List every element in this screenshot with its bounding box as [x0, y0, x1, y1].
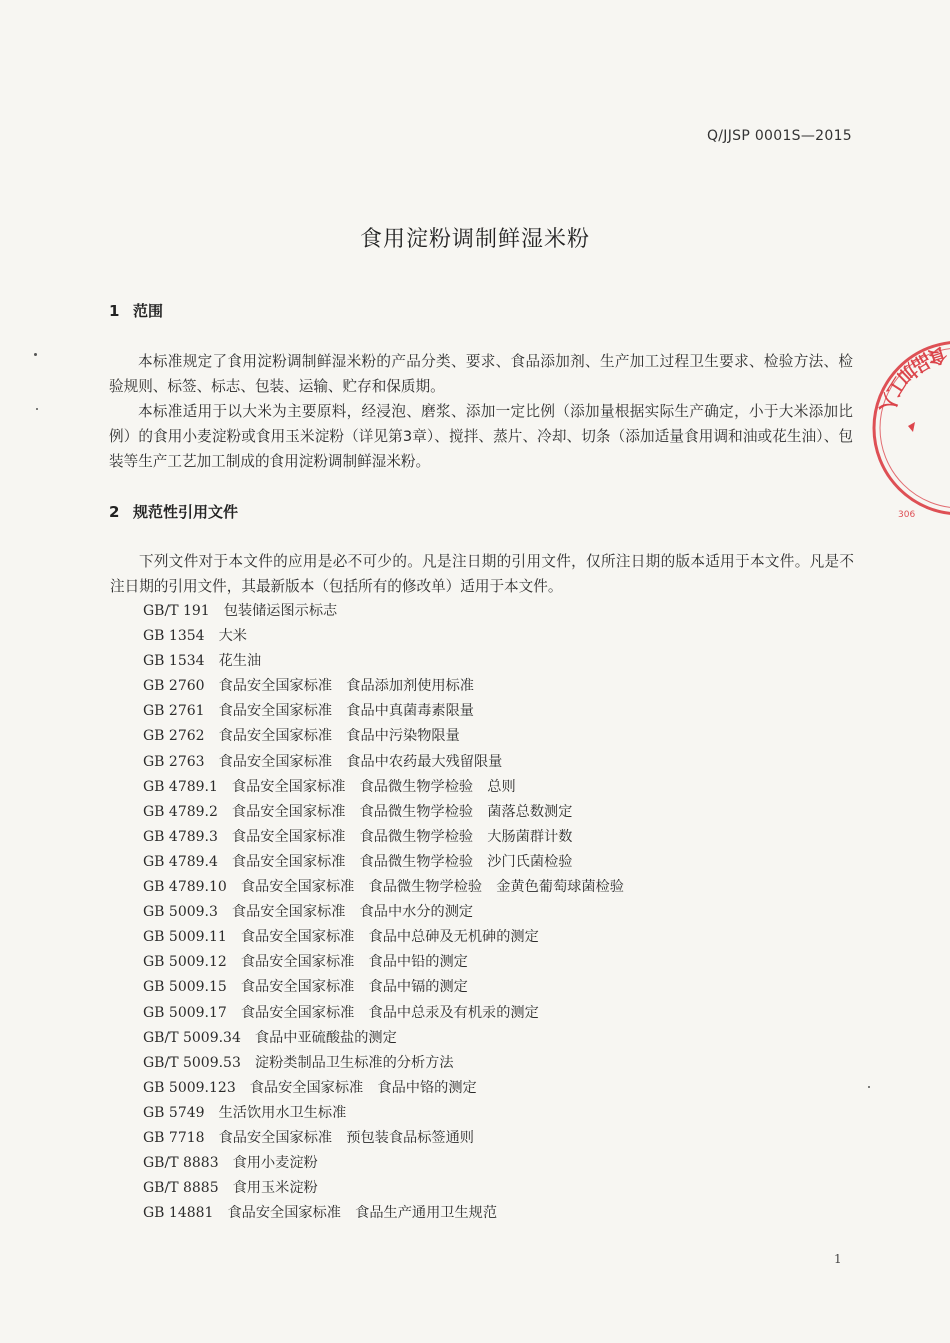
reference-item — [143, 850, 624, 875]
stamp-text: 食品加工人 — [874, 342, 950, 416]
reference-title: 食用玉米淀粉 — [232, 1180, 318, 1197]
reference-item — [143, 1051, 624, 1076]
reference-code: GB/T 5009.34 — [143, 1029, 241, 1046]
reference-code: GB 7718 — [143, 1129, 205, 1146]
reference-item — [143, 925, 624, 950]
scope-paragraph-2: 本标准适用于以大米为主要原料，经浸泡、磨浆、添加一定比例（添加量根据实际生产确定，小于大米添加比例）的食用小麦淀粉或食用玉米淀粉（详见第3章）、搅拌、蒸片、冷却、切条（添加适量食用调和油或花生油）、包装等生产工艺加工制成的食用淀粉调制鲜湿米粉。 — [109, 403, 853, 470]
reference-item — [143, 825, 624, 850]
scan-speck — [36, 408, 38, 410]
reference-item — [143, 724, 624, 749]
reference-item — [143, 599, 624, 624]
reference-code: GB 1354 — [143, 628, 205, 645]
reference-item — [143, 1201, 624, 1226]
reference-code: GB 5749 — [143, 1104, 205, 1121]
reference-code: GB 4789.1 — [143, 778, 218, 795]
reference-code: GB 4789.10 — [143, 879, 227, 896]
standard-code: Q/JJSP 0001S—2015 — [706, 128, 852, 144]
reference-title: 食品安全国家标准 食品中水分的测定 — [231, 904, 474, 921]
reference-item — [143, 624, 624, 649]
reference-item — [143, 1001, 624, 1026]
reference-title: 食品安全国家标准 食品微生物学检验 总则 — [231, 778, 516, 795]
reference-item — [143, 674, 624, 699]
reference-item — [143, 1101, 624, 1126]
reference-code: GB/T 5009.53 — [143, 1054, 241, 1071]
section-number: 1 — [109, 302, 120, 320]
reference-item — [143, 699, 624, 724]
document-title: 食用淀粉调制鲜湿米粉 — [359, 227, 590, 252]
reference-item — [143, 1126, 624, 1151]
reference-title: 食品安全国家标准 食品添加剂使用标准 — [218, 678, 474, 695]
section-heading-normative-references — [109, 501, 238, 522]
reference-title: 食品安全国家标准 食品中镉的测定 — [240, 979, 468, 996]
reference-title: 食用小麦淀粉 — [232, 1155, 318, 1172]
reference-code: GB 4789.3 — [143, 828, 218, 845]
reference-item — [143, 1151, 624, 1176]
reference-code: GB 2763 — [143, 753, 205, 770]
reference-code: GB 5009.17 — [143, 1004, 227, 1021]
reference-code: GB/T 191 — [143, 603, 210, 619]
reference-code: GB/T 8883 — [143, 1155, 219, 1172]
reference-list — [143, 599, 624, 1226]
reference-item — [143, 800, 624, 825]
reference-item — [143, 1026, 624, 1051]
reference-title: 食品安全国家标准 食品微生物学检验 金黄色葡萄球菌检验 — [240, 879, 624, 896]
reference-title: 生活饮用水卫生标准 — [218, 1104, 347, 1121]
reference-code: GB 5009.123 — [143, 1079, 236, 1096]
reference-title: 食品安全国家标准 食品中铬的测定 — [249, 1079, 477, 1096]
reference-title: 食品安全国家标准 食品中总汞及有机汞的测定 — [240, 1004, 539, 1021]
reference-title: 淀粉类制品卫生标准的分析方法 — [254, 1054, 454, 1071]
scan-speck — [868, 1086, 870, 1088]
reference-item — [143, 975, 624, 1000]
reference-title: 包装储运图示标志 — [223, 603, 338, 619]
reference-item — [143, 1176, 624, 1201]
reference-title: 食品安全国家标准 食品中总砷及无机砷的测定 — [240, 929, 539, 946]
reference-item — [143, 950, 624, 975]
reference-title: 食品安全国家标准 食品中铅的测定 — [240, 954, 468, 971]
reference-code: GB/T 8885 — [143, 1180, 219, 1197]
reference-code: GB 5009.12 — [143, 954, 227, 971]
reference-item — [143, 1076, 624, 1101]
reference-code: GB 5009.11 — [143, 929, 227, 946]
reference-code: GB 4789.4 — [143, 853, 218, 870]
scan-speck — [34, 353, 37, 356]
reference-item — [143, 775, 624, 800]
reference-code: GB 5009.15 — [143, 979, 227, 996]
page-number: 1 — [834, 1252, 842, 1266]
reference-title: 花生油 — [218, 653, 262, 670]
section-heading-scope — [109, 300, 163, 321]
svg-text:食品加工人 — [875, 342, 950, 415]
reference-code: GB 4789.2 — [143, 803, 218, 820]
reference-title: 食品安全国家标准 食品中真菌毒素限量 — [218, 703, 474, 720]
reference-title: 食品安全国家标准 食品中农药最大残留限量 — [218, 753, 503, 770]
reference-item — [143, 875, 624, 900]
stamp-digits: 306 — [898, 510, 916, 520]
reference-item — [143, 750, 624, 775]
section-number: 2 — [109, 503, 120, 521]
reference-code: GB 1534 — [143, 653, 205, 670]
reference-code: GB 14881 — [143, 1205, 214, 1222]
reference-title: 食品安全国家标准 食品中污染物限量 — [218, 728, 460, 745]
reference-title: 食品安全国家标准 预包装食品标签通则 — [218, 1129, 474, 1146]
scope-paragraph-1: 本标准规定了食用淀粉调制鲜湿米粉的产品分类、要求、食品添加剂、生产加工过程卫生要求、检验方法、检验规则、标签、标志、包装、运输、贮存和保质期。 — [109, 353, 853, 395]
reference-code: GB 2760 — [143, 678, 205, 695]
reference-title: 食品安全国家标准 食品微生物学检验 大肠菌群计数 — [231, 828, 573, 845]
references-intro-paragraph: 下列文件对于本文件的应用是必不可少的。凡是注日期的引用文件，仅所注日期的版本适用于本文件。凡是不注日期的引用文件，其最新版本（包括所有的修改单）适用于本文件。 — [110, 553, 854, 595]
reference-item — [143, 900, 624, 925]
reference-item — [143, 649, 624, 674]
reference-title: 食品中亚硫酸盐的测定 — [254, 1029, 397, 1046]
section-title: 规范性引用文件 — [133, 503, 239, 521]
seal-stamp — [868, 318, 950, 538]
reference-title: 大米 — [218, 628, 247, 645]
reference-code: GB 2761 — [143, 703, 205, 720]
reference-title: 食品安全国家标准 食品微生物学检验 菌落总数测定 — [231, 803, 573, 820]
reference-title: 食品安全国家标准 食品生产通用卫生规范 — [227, 1205, 498, 1222]
reference-code: GB 5009.3 — [143, 904, 218, 921]
reference-title: 食品安全国家标准 食品微生物学检验 沙门氏菌检验 — [231, 853, 573, 870]
section-title: 范围 — [133, 302, 164, 320]
reference-code: GB 2762 — [143, 728, 205, 745]
